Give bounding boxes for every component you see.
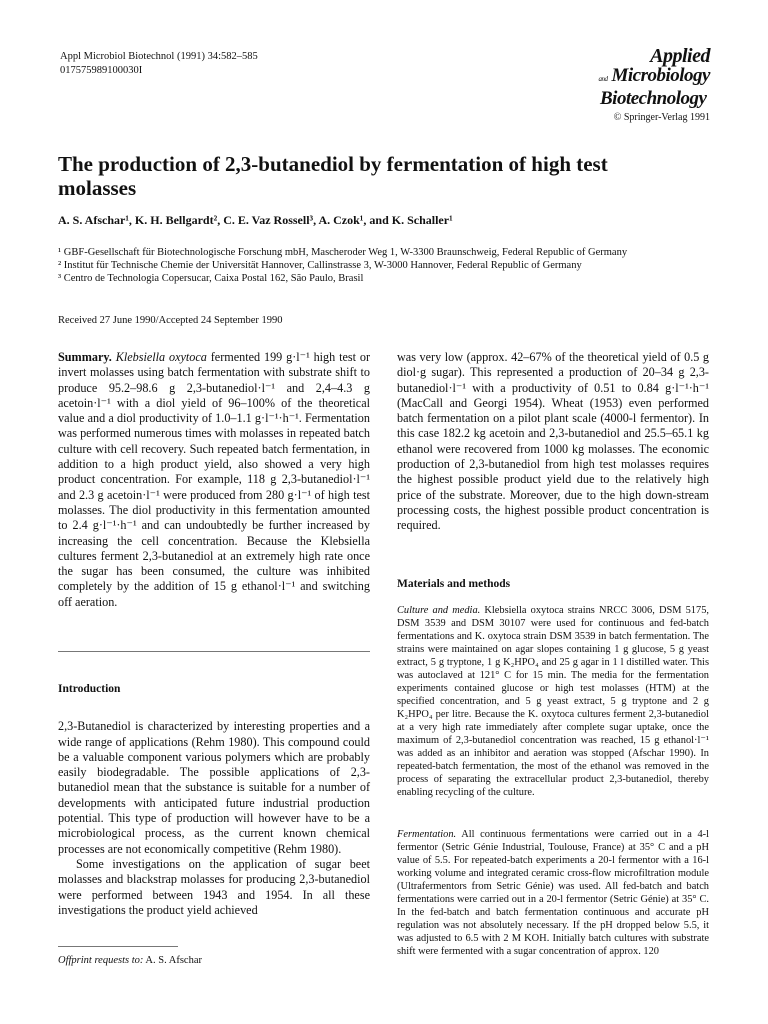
introduction-p2: Some investigations on the application of sugar beet molasses and blackstrap molasses for producing 2,3-butanediol were performed between 1943 and 1954. In all these investigations the product yield achieved	[58, 856, 370, 917]
affiliation-3: ³ Centro de Technologia Copersucar, Caixa Postal 162, São Paulo, Brasil	[58, 273, 364, 284]
footnote-divider	[58, 946, 178, 947]
fermentation-text: All continuous fermentations were carried out in a 4-l fermentor (Setric Génie Industrial, Toulouse, France) at 35° C and a pH value of 5.5. For repeated-batch experiments a 20-l fermentor with a 16-l working volume and integrated ceramic cross-flow microfiltration module (Ultrafermentors from Setric Génie) was used. All fed-batch and batch fermentations were carried out in a 20-l fermentor (Setric Génie) at 35° C. In the fed-batch and batch fermentation continuous and accurate pH regulation was not absolutely necessary. If the pH dropped below 5.5, it was adjusted to 6.5 with 2 M KOH. Initially batch cultures with substrate shift were fermented with a sugar concentration of approx. 120	[397, 829, 709, 957]
culture-text: Klebsiella oxytoca strains NRCC 3006, DSM 5175, DSM 3539 and DSM 30107 were used for continuous and fed-batch fermentations and K. oxytoca strain DSM 3539 in batch fermentation. The strains were maintained on agar slopes containing 1 g glucose, 5 g yeast extract, 5 g tryptone, 1 g K₂HPO₄ and 25 g agar in 1 l distilled water. This was autoclaved at 121° C for 15 min. The media for the fermentation experiments contained glucose or high test molasses (HTM) at the specified concentration, and 5 g yeast extract, 5 g tryptone and 2 g K₂HPO₄ per litre. Because the K. oxytoca cultures ferment 2,3-butanediol at a very high rate immediately after complete sugar uptake, once the maximum of 2,3-butanediol concentration was reached, 15 g ethanol·l⁻¹ was added as an inhibitor and aeration was stopped (Afschar 1990). In repeated-batch fermentation, the most of the ethanol was removed in the process of separating the extracellular product 2,3-butanediol, thereby enabling recycling of the culture.	[397, 605, 709, 798]
right-intro: was very low (approx. 42–67% of the theoretical yield of 0.5 g diol·g sugar). This represented a production of 20–34 g 2,3-butanediol·l⁻¹ with a productivity of 0.51 to 0.84 g·l⁻¹·h⁻¹ (MacCall and Georgi 1954). Wheat (1953) even performed batch fermentation on a pilot plant scale (4000-l fermentor). In this case 182.2 kg acetoin and 2,3-butanediol and 25.5–65.1 kg ethanol were recovered from 1000 kg molasses. The economic production of 2,3-butanediol from high test molasses requires the highest possible product yield due to the relatively high price of the substrate. Moreover, due to the high down-stream processing costs, the highest possible product concentration is required.	[397, 350, 709, 533]
divider	[58, 651, 370, 652]
running-header	[60, 50, 258, 78]
offprint	[58, 955, 202, 966]
affiliations	[58, 246, 718, 285]
offprint-label: Offprint requests to:	[58, 955, 144, 966]
methods-heading-wrap	[397, 578, 709, 590]
introduction-heading: Introduction	[58, 683, 121, 695]
journal-logo	[580, 46, 710, 123]
summary-organism: Klebsiella oxytoca	[115, 350, 207, 364]
article-code: 017575989100030I	[60, 65, 143, 76]
journal-and: and	[598, 75, 608, 83]
received-date: Received 27 June 1990/Accepted 24 September 1990	[58, 315, 283, 326]
summary	[58, 350, 370, 610]
methods-heading: Materials and methods	[397, 578, 511, 590]
summary-text: fermented 199 g·l⁻¹ high test or invert molasses using batch fermentation with substrate shift to produce 95.2–98.6 g 2,3-butanediol·l⁻¹ and 2,4–4.3 g acetoin·l⁻¹ with a diol yield of 96–100% of the theoretical value and a diol productivity of 1.0–1.1 g·l⁻¹·h⁻¹. Fermentation was performed numerous times with molasses in repeated batch culture with cell recovery. Such repeated batch fermentation, in addition to a high product yield, also showed a very high product concentration. For example, 118 g 2,3-butanediol·l⁻¹ and 2.3 g acetoin·l⁻¹ were produced from 280 g·l⁻¹ of high test molasses. The diol productivity in this fermentation amounted to 2.4 g·l⁻¹·h⁻¹ and can undoubtedly be further increased by increasing the cell concentration. Because the Klebsiella cultures ferment 2,3-butanediol at an extremely high rate once the sugar has been consumed, the culture was inhibited completely by the addition of 15 g ethanol·l⁻¹ and switching off aeration.	[58, 350, 371, 609]
culture-paragraph	[397, 604, 709, 799]
introduction	[58, 682, 370, 918]
journal-line1: Applied	[650, 45, 710, 67]
journal-line3: Biotechnology	[600, 88, 707, 109]
introduction-p1: 2,3-Butanediol is characterized by interesting properties and a wide range of applications (Rehm 1980). This compound could be a valuable component various polymers which are probably easily biodegradable. The possible applications of 2,3-butanediol mean that the substance is suitable for a number of developments with anticipated future industrial production potential. This type of production will however have to be a microbiological process, as the current known chemical processes are not economically competitive (Rehm 1980).	[58, 719, 370, 856]
affiliation-2: ² Institut für Technische Chemie der Universität Hannover, Callinstrasse 3, W-3000 Hannover, Federal Republic of Germany	[58, 260, 582, 271]
fermentation-label: Fermentation.	[397, 829, 457, 840]
offprint-name: A. S. Afschar	[145, 955, 202, 966]
citation: Appl Microbiol Biotechnol (1991) 34:582–585	[60, 51, 258, 62]
publisher: © Springer-Verlag 1991	[613, 112, 710, 123]
culture-label: Culture and media.	[397, 605, 481, 616]
journal-line2: Microbiology	[611, 65, 710, 86]
authors: A. S. Afschar¹, K. H. Bellgardt², C. E. Vaz Rossell³, A. Czok¹, and K. Schaller¹	[58, 213, 453, 227]
summary-label: Summary.	[58, 350, 112, 364]
affiliation-1: ¹ GBF-Gesellschaft für Biotechnologische Forschung mbH, Mascheroder Weg 1, W-3300 Braunschweig, Federal Republic of Germany	[58, 247, 628, 258]
paper-title: The production of 2,3-butanediol by fermentation of high test molasses	[58, 152, 608, 200]
fermentation-paragraph	[397, 828, 709, 958]
